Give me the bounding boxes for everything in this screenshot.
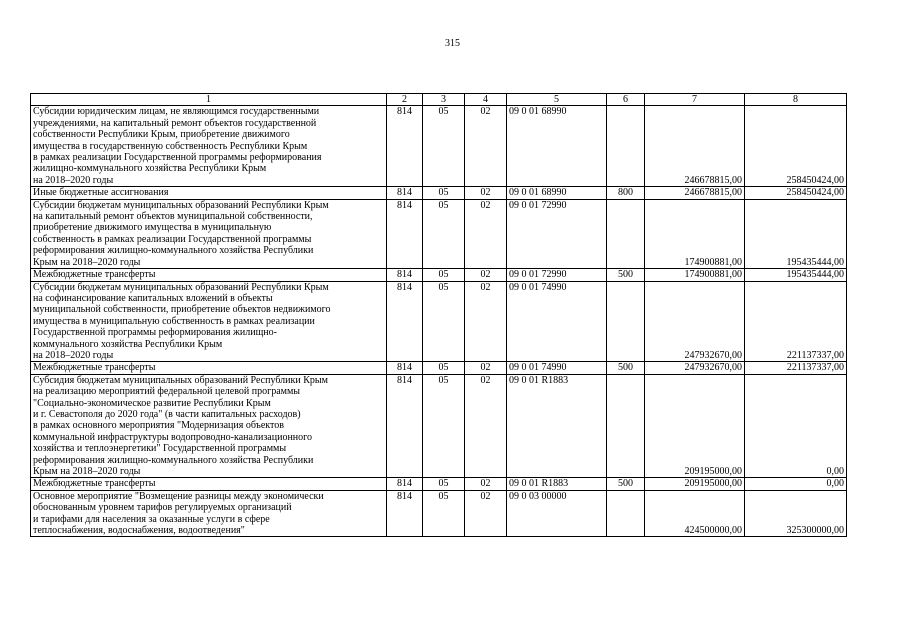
row-vr: 500 [607, 362, 645, 374]
row-sum-2: 258450424,00 [745, 187, 847, 199]
row-csr: 09 0 01 74990 [507, 281, 607, 362]
table-row [31, 478, 847, 490]
row-csr: 09 0 01 72990 [507, 199, 607, 268]
header-cell: 8 [745, 94, 847, 106]
table-row [31, 490, 847, 537]
header-cell: 6 [607, 94, 645, 106]
row-rz: 05 [423, 478, 465, 490]
row-ved: 814 [387, 478, 423, 490]
row-sum-2: 195435444,00 [745, 199, 847, 268]
row-sum-1: 246678815,00 [645, 106, 745, 187]
row-ved: 814 [387, 281, 423, 362]
row-name: Межбюджетные трансферты [31, 269, 387, 281]
row-sum-2: 195435444,00 [745, 269, 847, 281]
row-csr: 09 0 03 00000 [507, 490, 607, 537]
table-row [31, 269, 847, 281]
row-csr: 09 0 01 72990 [507, 269, 607, 281]
table-row [31, 199, 847, 268]
row-name: Иные бюджетные ассигнования [31, 187, 387, 199]
row-ved: 814 [387, 374, 423, 478]
row-rz: 05 [423, 490, 465, 537]
row-pr: 02 [465, 490, 507, 537]
table-row [31, 106, 847, 187]
row-sum-1: 209195000,00 [645, 478, 745, 490]
row-name: Основное мероприятие "Возмещение разницы между экономически обоснованным уровнем тарифов регулируемых организаций и тарифами для населения за оказанные услуги в сфере теплоснабжения, водоснабжения, водоотведения" [31, 490, 387, 537]
row-vr [607, 281, 645, 362]
table-row [31, 281, 847, 362]
row-vr [607, 374, 645, 478]
header-cell: 4 [465, 94, 507, 106]
row-sum-1: 174900881,00 [645, 199, 745, 268]
row-sum-2: 258450424,00 [745, 106, 847, 187]
row-pr: 02 [465, 269, 507, 281]
row-pr: 02 [465, 281, 507, 362]
row-vr [607, 199, 645, 268]
page-number: 315 [445, 38, 460, 49]
row-vr: 500 [607, 478, 645, 490]
header-cell: 5 [507, 94, 607, 106]
row-ved: 814 [387, 362, 423, 374]
row-name: Субсидии бюджетам муниципальных образований Республики Крым на софинансирование капитальных вложений в объекты муниципальной собственности, приобретение объектов недвижимого имущества в муниципальную собственность в рамках реализации Государственной программы реформирования жилищно- коммунального хозяйства Республики Крым на 2018–2020 годы [31, 281, 387, 362]
row-pr: 02 [465, 187, 507, 199]
row-csr: 09 0 01 R1883 [507, 374, 607, 478]
row-rz: 05 [423, 187, 465, 199]
row-vr: 800 [607, 187, 645, 199]
row-ved: 814 [387, 187, 423, 199]
row-csr: 09 0 01 68990 [507, 187, 607, 199]
row-sum-2: 221137337,00 [745, 281, 847, 362]
row-sum-1: 209195000,00 [645, 374, 745, 478]
row-vr [607, 106, 645, 187]
row-pr: 02 [465, 106, 507, 187]
row-name: Субсидии юридическим лицам, не являющимся государственными учреждениями, на капитальный ремонт объектов государственной собственности Республики Крым, приобретение движимого имущества в государственную собственность Республики Крым в рамках реализации Государственной программы реформирования жилищно-коммунального хозяйства Республики Крым на 2018–2020 годы [31, 106, 387, 187]
header-row [31, 94, 847, 106]
row-pr: 02 [465, 478, 507, 490]
row-ved: 814 [387, 269, 423, 281]
row-vr [607, 490, 645, 537]
row-sum-2: 0,00 [745, 478, 847, 490]
row-csr: 09 0 01 74990 [507, 362, 607, 374]
row-vr: 500 [607, 269, 645, 281]
table-row [31, 187, 847, 199]
header-cell: 3 [423, 94, 465, 106]
row-sum-2: 221137337,00 [745, 362, 847, 374]
row-sum-1: 424500000,00 [645, 490, 745, 537]
row-sum-1: 246678815,00 [645, 187, 745, 199]
row-rz: 05 [423, 106, 465, 187]
header-cell: 2 [387, 94, 423, 106]
row-sum-2: 0,00 [745, 374, 847, 478]
row-rz: 05 [423, 374, 465, 478]
row-ved: 814 [387, 106, 423, 187]
row-rz: 05 [423, 199, 465, 268]
row-ved: 814 [387, 490, 423, 537]
row-name: Межбюджетные трансферты [31, 478, 387, 490]
row-name: Межбюджетные трансферты [31, 362, 387, 374]
header-cell: 1 [31, 94, 387, 106]
row-rz: 05 [423, 269, 465, 281]
row-sum-1: 247932670,00 [645, 281, 745, 362]
row-name: Субсидия бюджетам муниципальных образований Республики Крым на реализацию мероприятий федеральной целевой программы "Социально-экономическое развитие Республики Крым и г. Севастополя до 2020 года" (в части капитальных расходов) в рамках основного мероприятия "Модернизация объектов коммунальной инфраструктуры водопроводно-канализационного хозяйства и теплоэнергетики" Государственной программы реформирования жилищно-коммунального хозяйства Республики Крым на 2018–2020 годы [31, 374, 387, 478]
row-pr: 02 [465, 199, 507, 268]
table-row [31, 374, 847, 478]
budget-table [30, 93, 847, 537]
row-pr: 02 [465, 362, 507, 374]
row-sum-2: 325300000,00 [745, 490, 847, 537]
row-sum-1: 247932670,00 [645, 362, 745, 374]
row-name: Субсидии бюджетам муниципальных образований Республики Крым на капитальный ремонт объектов муниципальной собственности, приобретение движимого имущества в муниципальную собственность в рамках реализации Государственной программы реформирования жилищно-коммунального хозяйства Республики Крым на 2018–2020 годы [31, 199, 387, 268]
row-rz: 05 [423, 281, 465, 362]
row-pr: 02 [465, 374, 507, 478]
row-sum-1: 174900881,00 [645, 269, 745, 281]
header-cell: 7 [645, 94, 745, 106]
row-csr: 09 0 01 R1883 [507, 478, 607, 490]
row-ved: 814 [387, 199, 423, 268]
table-row [31, 362, 847, 374]
row-rz: 05 [423, 362, 465, 374]
row-csr: 09 0 01 68990 [507, 106, 607, 187]
